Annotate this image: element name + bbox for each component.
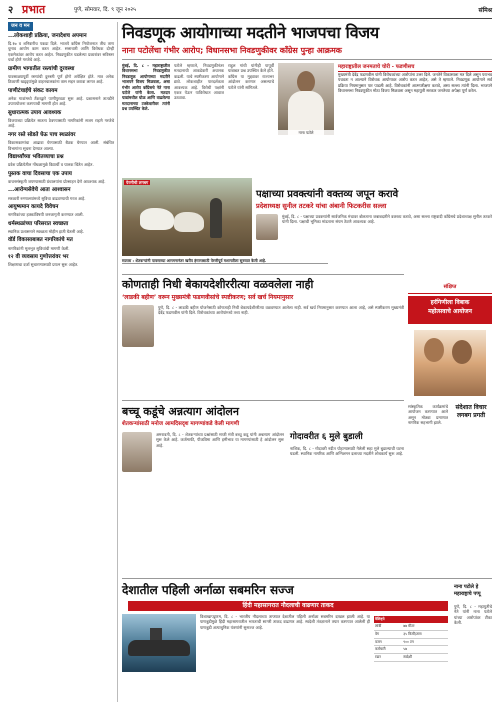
spec-label: रडार <box>374 654 402 662</box>
left-column-item[interactable] <box>8 171 114 185</box>
left-item-title: नगर रस्ते सोडते घेऊ पाच स्थळांवर <box>8 131 76 138</box>
side-red-box[interactable] <box>408 296 492 324</box>
left-column-item[interactable] <box>8 187 114 201</box>
portrait-body <box>288 91 324 135</box>
right-kicker[interactable]: महाराष्ट्रातील जनमताचे चोरी - फडणीसच <box>338 64 492 72</box>
divider <box>122 274 404 275</box>
left-item-title: आयुष्यमान कायदे विवेचन <box>8 203 59 210</box>
left-item-body: वाचनसंस्कृती जपण्यासाठी ग्रंथालयांना प्रोत्साहन देणे आवश्यक आहे. <box>8 178 106 184</box>
divider <box>122 578 492 579</box>
left-item-body: विकासकामांचा आढावा घेण्यासाठी बैठक घेण्यात आली. संबंधित विभागांना सूचना देण्यात आल्या. <box>8 140 114 151</box>
spec-table-header: वैशिष्ट्ये <box>374 616 448 623</box>
fifth-body: नाशिक, दि. ८ - गोदावरी नदीत पोहण्यासाठी गेलेली सहा मुले बुडाल्याची घटना घडली. स्थानिक नागरिक आणि अग्निशमन दलाच्या मदतीने शोधकार्य सुरू आहे. <box>290 446 404 457</box>
small-headline[interactable]: नाना पटोले हे महाराष्ट्राचे पप्पू <box>454 584 481 597</box>
left-news-column <box>8 22 118 702</box>
left-item-body: दि.१७ व शनिवारीच पकडा दिले. भाजपे काँग्रेस नियोजनात तीच ताण चुनाव आयोग काम करत आहेत. सत्ताधारी आणि विरोधक दोन्ही एकमेकांवर आरोप करत आहेत. निवडणुकीत घडलेल्या प्रकारांवर सविस्तर चर्चा होणे गरजेचे आहे. <box>8 41 114 63</box>
bottom-headline[interactable]: देशातील पहिली अर्नाळा सबमरिन सज्ज <box>122 583 294 597</box>
small-body: पुणे, दि. ८ - महायुतीचे नेते यांनी नाना पटोले यांच्या आरोपांवर टीका केली. <box>454 604 492 626</box>
left-column-item[interactable] <box>8 66 114 85</box>
spec-row <box>374 638 448 646</box>
right-story-text <box>338 72 492 182</box>
lead-subhead: नाना पटोलेंचा गंभीर आरोप; विधानसभा निवडणुकीवर काँग्रेस पुन्हा आक्रमक <box>122 45 342 55</box>
left-item-title: १२ वी व्यवसाय गुणोत्तरांवर भर <box>8 254 69 261</box>
fifth-headline[interactable]: गोदावरीत ६ मुले बुडाली <box>290 432 363 442</box>
side-pill: संक्षिप्त <box>408 284 492 294</box>
lead-column-1 <box>122 63 170 175</box>
divider <box>122 400 404 401</box>
left-column-item[interactable] <box>8 237 114 251</box>
bull-shape <box>140 208 174 230</box>
spec-value: ७७ मीटर <box>402 623 448 630</box>
lead-intro: मुंबई, दि. ८ - महाराष्ट्रातील विधानसभा निवडणुकीत निवडणूक आयोगाच्या मदतीने भाजपने विजय मिळवला, असा गंभीर आरोप काँग्रेसचे नेते नाना पटोले यांनी केला. मतदार याद्यांमधील घोळ आणि वाढलेल्या मतदानाच्या टक्केवारीवर त्यांनी प्रश्न उपस्थित केले. <box>122 63 170 112</box>
newspaper-logo: प्रभात <box>22 3 46 16</box>
spec-value: ३५ किमी/तास <box>402 630 448 638</box>
second-headline[interactable]: पक्षाच्या प्रवक्त्यांनी वक्तव्य जपून करावे <box>256 189 399 200</box>
second-story-body <box>282 214 492 274</box>
second-body: मुंबई, दि. ८ - पक्षाच्या प्रवक्त्यांनी सार्वजनिक मंचावर बोलताना जबाबदारीने वक्तव्य करावे, असा सल्ला राष्ट्रवादी काँग्रेसचे प्रदेशाध्यक्ष सुनील तटकरे यांनी दिला. पक्षाची भूमिका मांडताना संयम ठेवणे आवश्यक आहे. <box>282 214 492 225</box>
fourth-headline[interactable]: बच्चू कडूंचे अन्नत्याग आंदोलन <box>122 405 239 418</box>
side-photo <box>414 330 486 396</box>
lead-headline-box <box>122 22 492 57</box>
right-story-body: मुख्यमंत्री देवेंद्र फडणवीस यांनी विरोधकांच्या आरोपांना उत्तर दिले. जनतेने विकासाला मत दिले असून पराभव पचवता न आल्याने विरोधक आयोगावर आरोप करत आहेत, असे ते म्हणाले. निवडणूक आयोगाने सर्व प्रक्रिया नियमानुसार पार पाडली आहे. विरोधकांनी आत्मपरीक्षण करावे, असा सल्ला त्यांनी दिला. भाजपने विधानसभा निवडणुकीत मोठा विजय मिळवला असून महायुती सरकार जनतेच्या अपेक्षा पूर्ण करेल. <box>338 72 492 94</box>
submarine-photo <box>122 614 196 672</box>
spec-row <box>374 646 448 654</box>
fadnavis-photo <box>122 305 154 347</box>
left-column-item[interactable] <box>8 88 114 107</box>
left-column-item[interactable] <box>8 221 114 235</box>
side-quote: संदेशात विचार लगबग प्रगती <box>455 404 487 419</box>
dateline: पुणे, सोमवार, दि. ९ जून २०२५ <box>74 7 137 13</box>
person-shape <box>452 340 472 364</box>
farm-photo-tag: पेरणीची लगबग <box>126 180 149 185</box>
spec-row <box>374 623 448 630</box>
spec-label: वेग <box>374 630 402 638</box>
small-story-body <box>454 604 492 702</box>
left-item-body: नागरिकांनी मूलभूत सुविधांची मागणी केली. <box>8 245 70 251</box>
left-item-body: स्थानिक प्रशासनाने स्वच्छता मोहीम हाती घेतली आहे. <box>8 228 84 234</box>
fourth-subhead: शेतकऱ्यांसाठी मनोज आमदिसदृश मागण्यांकडे केली मागणी <box>122 421 240 427</box>
lead-headline[interactable]: निवडणूक आयोगाच्या मदतीने भाजपचा विजय <box>122 23 379 42</box>
lead-text-3: राहुल गांधी यांनीही यापूर्वी याबाबत प्रश्न उपस्थित केले होते. काँग्रेस या मुद्द्यावर राज्यभर आंदोलन करणार असल्याचे पटोले यांनी सांगितले. <box>228 63 274 90</box>
spec-value: स्वदेशी <box>402 654 448 662</box>
left-item-title: ...आरोग्यसेवेचे आता आश्वासन <box>8 187 71 194</box>
side-story-body <box>408 404 448 574</box>
page-number: २ <box>8 5 14 16</box>
bottom-story-body <box>200 614 370 702</box>
section-name: संमिश्र <box>478 7 492 14</box>
left-item-body: पावसाळ्यापूर्वी रस्त्यांची दुरुस्ती पूर्ण होणे अपेक्षित होते. मात्र अनेक ठिकाणी खड्ड्यांमुळे वाहनचालकांना त्रास सहन करावा लागत आहे. <box>8 73 114 85</box>
bottom-subhead: हिंदी महासागरात नौदलाची वाढणार ताकद <box>128 601 448 611</box>
spec-label: वजन <box>374 638 402 646</box>
spec-row <box>374 630 448 638</box>
left-column-header: जन व मन <box>8 22 33 31</box>
third-headline[interactable]: कोणताही निधी बेकायदेशीररीत्या वळवलेला नाही <box>122 278 314 291</box>
left-column-item[interactable] <box>8 154 114 168</box>
left-item-title: वॉर्ड विकासाबाबत नागरिकांचे मत <box>8 237 73 244</box>
lead-column-2 <box>174 63 224 175</box>
person-shape <box>424 338 444 362</box>
left-item-body: नागरिकांच्या हक्कांविषयी जनजागृती करण्यात आली. <box>8 212 84 218</box>
left-column-item[interactable] <box>8 110 114 129</box>
spec-value: ९०० टन <box>402 638 448 646</box>
fifth-story-body <box>290 446 404 572</box>
divider <box>122 59 492 60</box>
spec-label: लांबी <box>374 623 402 630</box>
left-item-body: अनेक गावांमध्ये टँकरद्वारे पाणीपुरवठा सुरू आहे. प्रशासनाने तातडीने उपाययोजना करण्याची मागणी होत आहे. <box>8 95 114 107</box>
left-item-title: ग्रामीण भागातील रस्त्यांची दुरवस्था <box>8 65 75 72</box>
lead-column-3 <box>228 63 274 175</box>
left-item-body: प्रवेश प्रक्रियेतील गोंधळामुळे विद्यार्थी व पालक चिंतेत आहेत. <box>8 162 94 168</box>
fourth-body: अमरावती, दि. ८ - शेतकऱ्यांच्या प्रश्नांसाठी माजी मंत्री बच्चू कडू यांनी अन्नत्याग आंदोलन सुरू केले आहे. कर्जमाफी, पीकविमा आणि हमीभाव या मागण्यांसाठी हे आंदोलन सुरू आहे. <box>156 432 284 448</box>
left-item-title: धर्मस्थळांच्या परिसरात स्वच्छता <box>8 220 69 227</box>
side-body: सांस्कृतिक कार्यक्रमांचे आयोजन करण्यात आले असून मोठ्या प्रमाणात नागरिक सहभागी झाले. <box>408 404 448 426</box>
left-item-title: पुस्तक वाचा दिवसाचा एक उपाय <box>8 170 72 177</box>
lead-text-2: पटोले म्हणाले, निवडणुकीनंतर मतदानाची आकडेवारी अचानक वाढली. याचे स्पष्टीकरण आयोगाने द्यावे. लोकशाहीत पारदर्शकता आवश्यक आहे. विरोधी पक्षांनी एकत्र येऊन याविरोधात आवाज उठवावा. <box>174 63 224 101</box>
left-item-title: विद्यार्थ्यांच्या भवितव्याचा प्रश्न <box>8 153 64 160</box>
side-box-line-2: महोत्सवाचे आयोजन <box>428 308 472 316</box>
third-subhead: ‘लाडकी बहीण’ वरून मुख्यमंत्री फडणवीसांचे स्पष्टीकरण; सर्व खर्च नियमानुसार <box>122 294 294 301</box>
left-column-item[interactable] <box>8 33 114 63</box>
portrait-head <box>297 71 315 93</box>
bull-shape <box>174 212 204 232</box>
photo-caption-nana: नाना पटोले <box>278 130 334 135</box>
left-item-title: पाणीटंचाईचे संकट कायम <box>8 87 58 94</box>
left-column-item[interactable] <box>8 204 114 218</box>
masthead <box>8 2 492 19</box>
submarine-spec-table <box>374 616 448 662</box>
nana-patole-photo <box>278 63 334 135</box>
submarine-hull <box>128 640 190 656</box>
left-item-title: ...लोकशाही प्रक्रिया, जनादेशच अपमान <box>8 32 87 39</box>
farmer-shape <box>210 198 222 238</box>
spec-label: कर्मचारी <box>374 646 402 654</box>
fourth-story-body <box>156 432 284 572</box>
left-item-body: सरकारी रुग्णालयांमध्ये सुविधा वाढवण्याची गरज आहे. <box>8 195 86 201</box>
left-column-item[interactable] <box>8 132 114 151</box>
second-subhead: प्रदेशाध्यक्ष सुनील तटकरे यांचा अंबानी फिटकरीस सल्ला <box>256 202 387 210</box>
bachchu-kadu-photo <box>122 432 152 472</box>
left-column-item[interactable] <box>8 254 114 268</box>
spec-value: ५७ <box>402 646 448 654</box>
left-item-body: विजयाच्या प्रक्रियेत सातत्य ठेवण्यासाठी नागरिकांनी सजग राहणे गरजेचे आहे. <box>8 118 114 129</box>
spec-row <box>374 654 448 662</box>
side-box-line-1: हरंगिणीला विबाक <box>430 299 470 306</box>
left-item-title: सुधारात्मक उपाय आवश्यक <box>8 109 62 116</box>
tatkare-photo <box>256 214 278 240</box>
bottom-body: विशाखापट्टणम, दि. ८ - भारतीय नौदलाच्या ताफ्यात देशातील पहिली अर्नाळा सबमरिन दाखल झाली आहे. या पाणबुडीमुळे हिंदी महासागरातील भारताची सागरी ताकद वाढणार आहे. स्वदेशी तंत्रज्ञानाने तयार करण्यात आलेली ही पाणबुडी अत्याधुनिक यंत्रणांनी सुसज्ज आहे. <box>200 614 370 630</box>
third-body: पुणे, दि. ८ - लाडकी बहीण योजनेसाठी कोणताही निधी बेकायदेशीररीत्या वळवण्यात आलेला नाही. सर्व खर्च नियमानुसार करण्यात आला आहे, असे स्पष्टीकरण मुख्यमंत्री देवेंद्र फडणवीस यांनी दिले. विरोधकांच्या आरोपांमध्ये तथ्य नाही. <box>158 305 404 316</box>
third-story-body <box>158 305 404 395</box>
left-item-body: शिक्षणाचा दर्जा सुधारण्यासाठी प्रयत्न सुरू आहेत. <box>8 262 79 268</box>
farm-photo-caption: सातारा : शेतकऱ्यांनी पावसाच्या आगमनानंतर खरीप हंगामासाठी पेरणीपूर्व मशागतीला सुरुवात केली आहे. <box>122 258 328 264</box>
farm-photo <box>122 178 252 256</box>
